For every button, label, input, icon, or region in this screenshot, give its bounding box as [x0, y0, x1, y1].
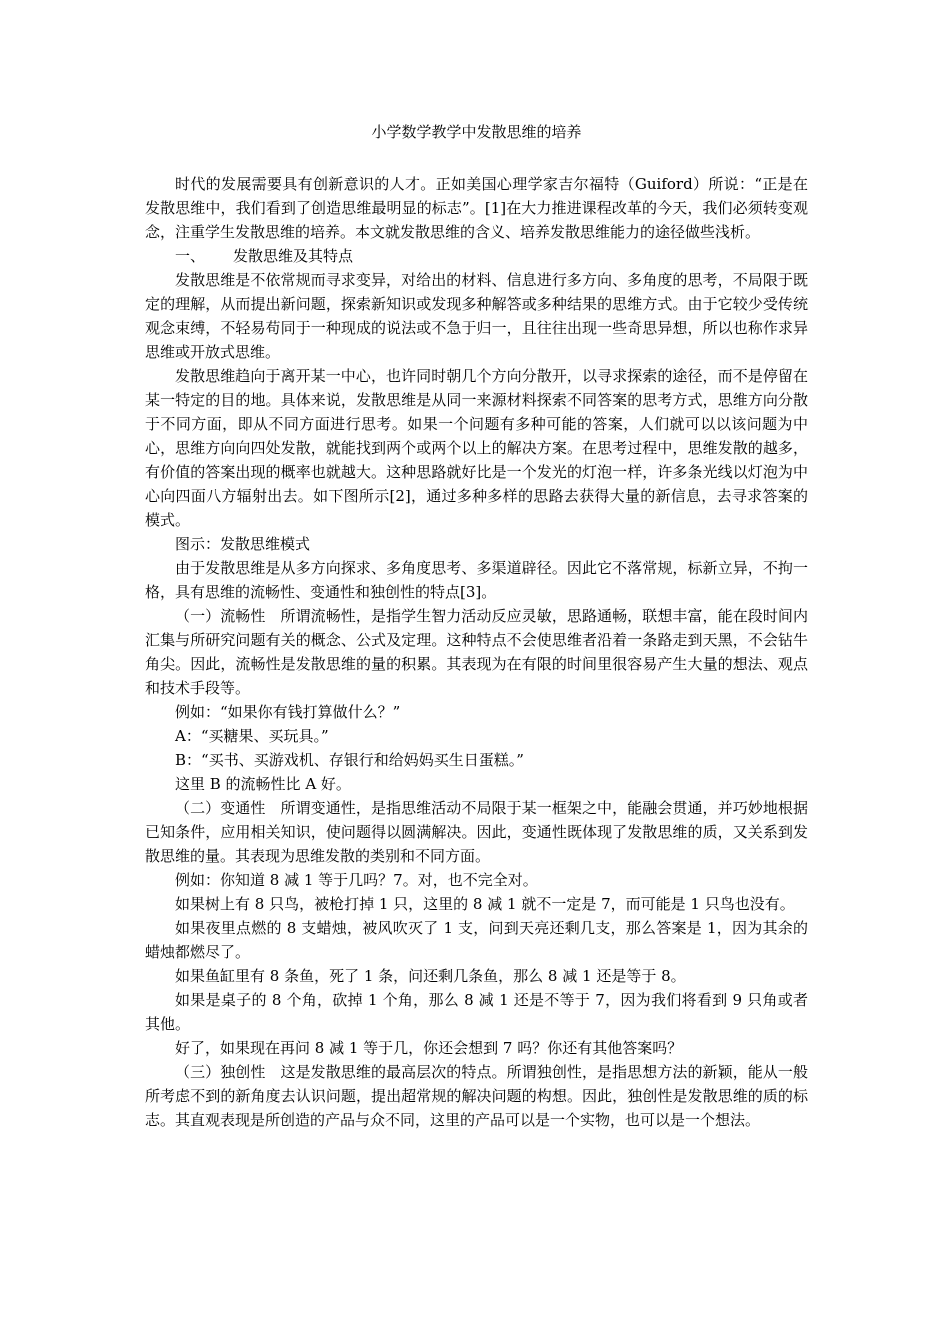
- example-answer-a: A：“买糖果、买玩具。”: [175, 727, 329, 745]
- figure-caption: 图示：发散思维模式: [175, 535, 311, 553]
- paragraph-fluency: （一）流畅性 所谓流畅性，是指学生智力活动反应灵敏，思路通畅，联想丰富，能在段时间内汇集与所研究问题有关的概念、公式及定理。这种特点不会使思维者沿着一条路走到天黑，不会钻牛角尖。因此，流畅性是发散思维的量的积累。其表现为在有限的时间里很容易产生大量的想法、观点和技术手段等。: [145, 607, 808, 697]
- paragraph: 发散思维趋向于离开某一中心，也许同时朝几个方向分散开，以寻求探索的途径，而不是停留在某一特定的目的地。具体来说，发散思维是从同一来源材料探索不同答案的思考方式，思维方向分散于不同方面，即从不同方面进行思考。如果一个问题有多种可能的答案，人们就可以以该问题为中心，思维方向向四处发散，就能找到两个或两个以上的解决方案。在思考过程中，思维发散的越多，有价值的答案出现的概率也就越大。这种思路就好比是一个发光的灯泡一样，许多条光线以灯泡为中心向四面八方辐射出去。如下图所示[2]，通过多种多样的思路去获得大量的新信息，去寻求答案的模式。: [145, 367, 808, 529]
- example-question: 例如：你知道 8 减 1 等于几吗？7。对，也不完全对。: [175, 871, 538, 889]
- example-question: 例如：“如果你有钱打算做什么？”: [175, 703, 401, 721]
- paragraph-flexibility: （二）变通性 所谓变通性，是指思维活动不局限于某一框架之中，能融会贯通，并巧妙地根据已知条件，应用相关知识，使问题得以圆满解决。因此，变通性既体现了发散思维的质，又关系到发散思维的量。其表现为思维发散的类别和不同方面。: [145, 799, 808, 865]
- example-conclusion: 这里 B 的流畅性比 A 好。: [175, 775, 351, 793]
- paragraph-originality: （三）独创性 这是发散思维的最高层次的特点。所谓独创性，是指思想方法的新颖，能从一般所考虑不到的新角度去认识问题，提出超常规的解决问题的构想。因此，独创性是发散思维的质的标志。其直观表现是所创造的产品与众不同，这里的产品可以是一个实物，也可以是一个想法。: [145, 1063, 808, 1129]
- document-title: 小学数学教学中发散思维的培养: [371, 123, 582, 141]
- section-number: 一、: [175, 247, 206, 265]
- paragraph: 发散思维是不依常规而寻求变异，对给出的材料、信息进行多方向、多角度的思考，不局限于既定的理解，从而提出新问题，探索新知识或发现多种解答或多种结果的思维方式。由于它较少受传统观念束缚，不轻易苟同于一种现成的说法或不急于归一，且往往出现一些奇思异想，所以也称作求异思维或开放式思维。: [145, 271, 808, 361]
- document-page: [145, 120, 808, 1132]
- section-heading-1: [145, 244, 808, 268]
- example-case: 如果树上有 8 只鸟，被枪打掉 1 只，这里的 8 减 1 就不一定是 7，而可能是 1 只鸟也没有。: [175, 895, 795, 913]
- example-case: 如果是桌子的 8 个角，砍掉 1 个角，那么 8 减 1 还是不等于 7，因为我们将看到 9 只角或者其他。: [145, 991, 808, 1033]
- section-title: 发散思维及其特点: [233, 247, 354, 265]
- example-answer-b: B：“买书、买游戏机、存银行和给妈妈买生日蛋糕。”: [175, 751, 524, 769]
- example-case: 如果鱼缸里有 8 条鱼，死了 1 条，问还剩几条鱼，那么 8 减 1 还是等于 8。: [175, 967, 686, 985]
- example-conclusion: 好了，如果现在再问 8 减 1 等于几，你还会想到 7 吗？你还有其他答案吗？: [175, 1039, 683, 1057]
- paragraph-intro: 时代的发展需要具有创新意识的人才。正如美国心理学家吉尔福特（Guiford）所说：“正是在发散思维中，我们看到了创造思维最明显的标志”。[1]在大力推进课程改革的今天，我们必须转变观念，注重学生发散思维的培养。本文就发散思维的含义、培养发散思维能力的途径做些浅析。: [145, 175, 808, 241]
- example-case: 如果夜里点燃的 8 支蜡烛，被风吹灭了 1 支，问到天亮还剩几支，那么答案是 1，因为其余的蜡烛都燃尽了。: [145, 919, 808, 961]
- paragraph: 由于发散思维是从多方向探求、多角度思考、多渠道辟径。因此它不落常规，标新立异，不拘一格，具有思维的流畅性、变通性和独创性的特点[3]。: [145, 559, 808, 601]
